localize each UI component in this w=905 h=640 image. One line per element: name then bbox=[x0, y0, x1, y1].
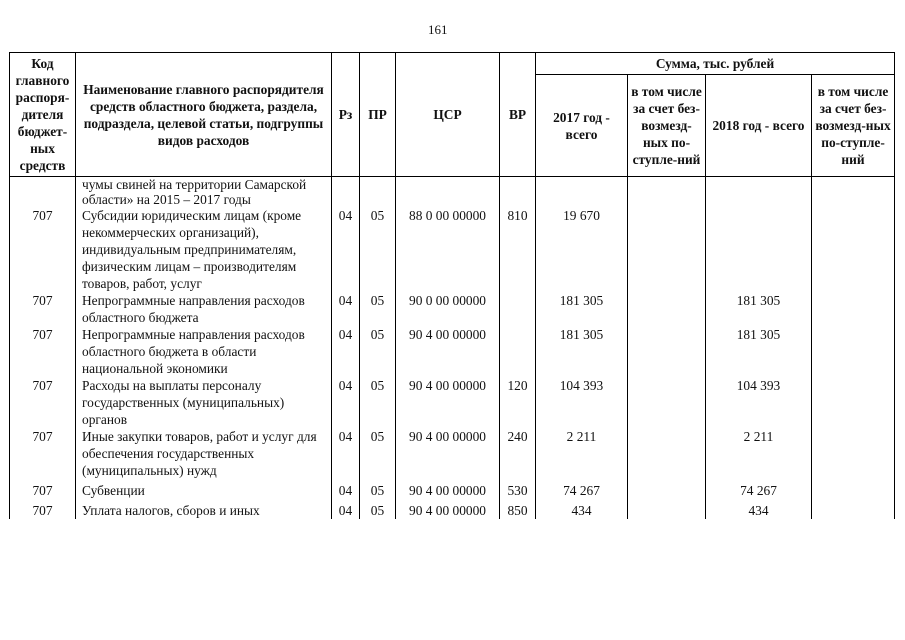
cell-csr: 90 4 00 00000 bbox=[396, 502, 500, 519]
cell-2018-total: 74 267 bbox=[706, 482, 812, 502]
cell-2017-total: 19 670 bbox=[536, 207, 628, 292]
cell-name: Субвенции bbox=[76, 482, 332, 502]
table-body bbox=[10, 177, 895, 520]
cell-2017-total: 2 211 bbox=[536, 428, 628, 482]
cell-2018-free bbox=[812, 377, 895, 428]
cell-2017-total: 74 267 bbox=[536, 482, 628, 502]
header-2018-free: в том числе за счет без-возмезд-ных по-ступле-ний bbox=[812, 75, 895, 177]
cell-2018-free bbox=[812, 482, 895, 502]
table-row bbox=[10, 207, 895, 292]
cell-csr: 90 4 00 00000 bbox=[396, 482, 500, 502]
cell-2018-free bbox=[812, 326, 895, 377]
budget-table bbox=[9, 52, 895, 519]
header-sum-group: Сумма, тыс. рублей bbox=[536, 53, 895, 75]
cell-2018-total: 434 bbox=[706, 502, 812, 519]
cell-pr: 05 bbox=[360, 207, 396, 292]
cell-2018-total: 104 393 bbox=[706, 377, 812, 428]
cell-rz: 04 bbox=[332, 377, 360, 428]
cell-2018-total: 181 305 bbox=[706, 326, 812, 377]
table-row bbox=[10, 292, 895, 326]
header-2017-total: 2017 год - всего bbox=[536, 75, 628, 177]
table-row bbox=[10, 377, 895, 428]
header-rz: Рз bbox=[332, 53, 360, 177]
cell-vr: 850 bbox=[500, 502, 536, 519]
cell-csr: 90 4 00 00000 bbox=[396, 377, 500, 428]
cell-pr: 05 bbox=[360, 428, 396, 482]
cell-csr: 90 4 00 00000 bbox=[396, 326, 500, 377]
table-row bbox=[10, 482, 895, 502]
cell-2018-free bbox=[812, 428, 895, 482]
cell-name: Иные закупки товаров, работ и услуг для обеспечения государственных (муниципальных) нужд bbox=[76, 428, 332, 482]
cell-code: 707 bbox=[10, 292, 76, 326]
cell-vr bbox=[500, 326, 536, 377]
cell-pr: 05 bbox=[360, 377, 396, 428]
cell-2017-free bbox=[628, 207, 706, 292]
header-code: Код главного распоря-дителя бюджет-ных средств bbox=[10, 53, 76, 177]
cell-rz: 04 bbox=[332, 502, 360, 519]
header-csr: ЦСР bbox=[396, 53, 500, 177]
cell-code: 707 bbox=[10, 482, 76, 502]
cell-name: Расходы на выплаты персоналу государственных (муниципальных) органов bbox=[76, 377, 332, 428]
table-row bbox=[10, 502, 895, 519]
cell-rz: 04 bbox=[332, 482, 360, 502]
cell-vr: 530 bbox=[500, 482, 536, 502]
header-pr: ПР bbox=[360, 53, 396, 177]
cell-2017-free bbox=[628, 428, 706, 482]
cell-pr: 05 bbox=[360, 502, 396, 519]
header-2018-total: 2018 год - всего bbox=[706, 75, 812, 177]
cell-2017-total: 434 bbox=[536, 502, 628, 519]
cell-code: 707 bbox=[10, 428, 76, 482]
cell-pr: 05 bbox=[360, 292, 396, 326]
header-2017-free: в том числе за счет без-возмезд-ных по-ступле-ний bbox=[628, 75, 706, 177]
cell-2017-total: 181 305 bbox=[536, 326, 628, 377]
cell-2017-free bbox=[628, 502, 706, 519]
cell-code: 707 bbox=[10, 377, 76, 428]
cell-vr: 240 bbox=[500, 428, 536, 482]
cell-rz: 04 bbox=[332, 428, 360, 482]
cell-code: 707 bbox=[10, 207, 76, 292]
cell-2018-free bbox=[812, 292, 895, 326]
cell-rz: 04 bbox=[332, 292, 360, 326]
header-name: Наименование главного распорядителя средств областного бюджета, раздела, подраздела, целевой статьи, подгруппы видов расходов bbox=[76, 53, 332, 177]
table-row bbox=[10, 326, 895, 377]
cell-2017-free bbox=[628, 326, 706, 377]
cell-2018-total: 2 211 bbox=[706, 428, 812, 482]
cell-rz: 04 bbox=[332, 326, 360, 377]
cell-2017-free bbox=[628, 482, 706, 502]
table-row bbox=[10, 428, 895, 482]
cell-2018-free bbox=[812, 502, 895, 519]
continuation-text: чумы свиней на территории Самарской области» на 2015 – 2017 годы bbox=[76, 177, 332, 208]
cell-2017-free bbox=[628, 377, 706, 428]
cell-rz: 04 bbox=[332, 207, 360, 292]
cell-2017-total: 181 305 bbox=[536, 292, 628, 326]
cell-2018-total bbox=[706, 207, 812, 292]
cell-pr: 05 bbox=[360, 326, 396, 377]
cell-name: Субсидии юридическим лицам (кроме некоммерческих организаций), индивидуальным предпринимателям, физическим лицам – производителям товаров, работ, услуг bbox=[76, 207, 332, 292]
cell-vr: 120 bbox=[500, 377, 536, 428]
cell-code: 707 bbox=[10, 502, 76, 519]
cell-name: Непрограммные направления расходов областного бюджета bbox=[76, 292, 332, 326]
cell-2018-free bbox=[812, 207, 895, 292]
cell-name: Уплата налогов, сборов и иных bbox=[76, 502, 332, 519]
continuation-row bbox=[10, 177, 895, 208]
cell-2017-free bbox=[628, 292, 706, 326]
page-number: 161 bbox=[428, 22, 448, 37]
cell-csr: 88 0 00 00000 bbox=[396, 207, 500, 292]
cell-2017-total: 104 393 bbox=[536, 377, 628, 428]
cell-vr bbox=[500, 292, 536, 326]
cell-csr: 90 0 00 00000 bbox=[396, 292, 500, 326]
cell-csr: 90 4 00 00000 bbox=[396, 428, 500, 482]
cell-pr: 05 bbox=[360, 482, 396, 502]
cell-vr: 810 bbox=[500, 207, 536, 292]
cell-2018-total: 181 305 bbox=[706, 292, 812, 326]
header-vr: ВР bbox=[500, 53, 536, 177]
cell-name: Непрограммные направления расходов областного бюджета в области национальной экономики bbox=[76, 326, 332, 377]
cell-code: 707 bbox=[10, 326, 76, 377]
